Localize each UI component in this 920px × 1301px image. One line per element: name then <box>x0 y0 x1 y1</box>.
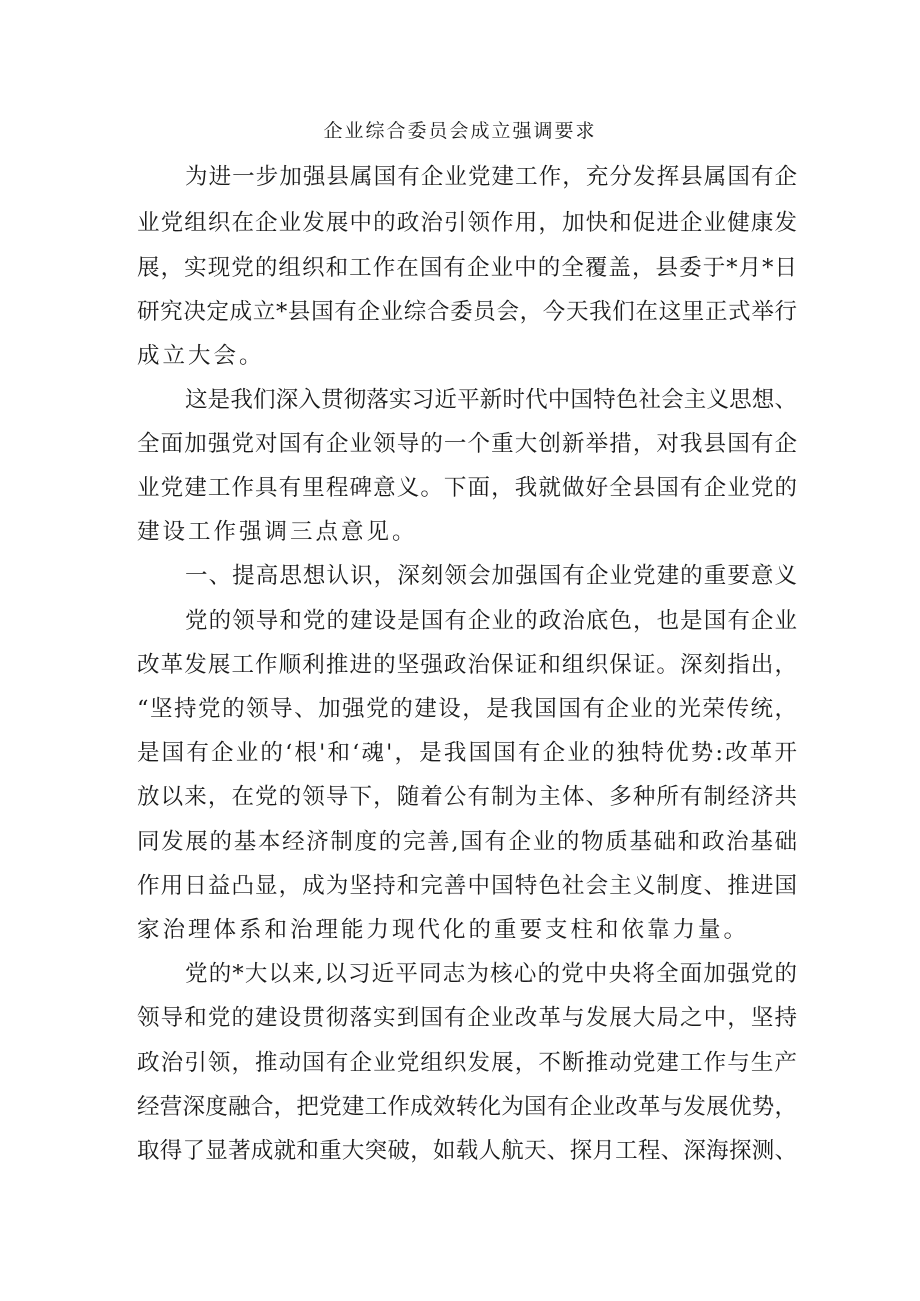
section-heading: 一、提高思想认识，深刻领会加强国有企业党建的重要意义 <box>185 563 797 589</box>
paragraph-line: 全面加强党对国有企业领导的一个重大创新举措，对我县国有企 <box>137 431 797 457</box>
paragraph-line: 领导和党的建设贯彻落实到国有企业改革与发展大局之中，坚持 <box>137 1005 797 1031</box>
paragraph-line: 同发展的基本经济制度的完善,国有企业的物质基础和政治基础 <box>137 829 797 855</box>
paragraph-line: 业党组织在企业发展中的政治引领作用，加快和促进企业健康发 <box>137 210 797 236</box>
paragraph-line: “坚持党的领导、加强党的建设，是我国国有企业的光荣传统， <box>137 696 797 722</box>
paragraph-line: 改革发展工作顺利推进的坚强政治保证和组织保证。深刻指出， <box>137 652 797 678</box>
paragraph-line: 是国有企业的‘根'和‘魂'，是我国国有企业的独特优势:改革开 <box>137 740 797 766</box>
paragraph-line: 党的*大以来,以习近平同志为核心的党中央将全面加强党的 <box>185 961 797 987</box>
paragraph-line: 放以来，在党的领导下，随着公有制为主体、多种所有制经济共 <box>137 784 797 810</box>
paragraph-line: 建设工作强调三点意见。 <box>137 519 418 545</box>
paragraph-line: 取得了显著成就和重大突破，如载人航天、探月工程、深海探测、 <box>137 1138 797 1164</box>
paragraph-line: 这是我们深入贯彻落实习近平新时代中国特色社会主义思想、 <box>185 387 797 413</box>
paragraph-line: 党的领导和党的建设是国有企业的政治底色，也是国有企业 <box>185 608 797 634</box>
paragraph-line: 家治理体系和治理能力现代化的重要支柱和依靠力量。 <box>137 917 750 943</box>
paragraph-line: 研究决定成立*县国有企业综合委员会，今天我们在这里正式举行 <box>137 299 797 325</box>
paragraph-line: 作用日益凸显，成为坚持和完善中国特色社会主义制度、推进国 <box>137 873 797 899</box>
paragraph-line: 为进一步加强县属国有企业党建工作，充分发挥县属国有企 <box>185 164 797 190</box>
paragraph-line: 业党建工作具有里程碑意义。下面，我就做好全县国有企业党的 <box>137 475 797 501</box>
paragraph-line: 展，实现党的组织和工作在国有企业中的全覆盖，县委于*月*日 <box>137 255 797 281</box>
paragraph-line: 经营深度融合，把党建工作成效转化为国有企业改革与发展优势， <box>137 1094 797 1120</box>
paragraph-line: 政治引领，推动国有企业党组织发展，不断推动党建工作与生产 <box>137 1050 797 1076</box>
document-title: 企业综合委员会成立强调要求 <box>323 120 597 142</box>
paragraph-line: 成立大会。 <box>137 343 265 369</box>
